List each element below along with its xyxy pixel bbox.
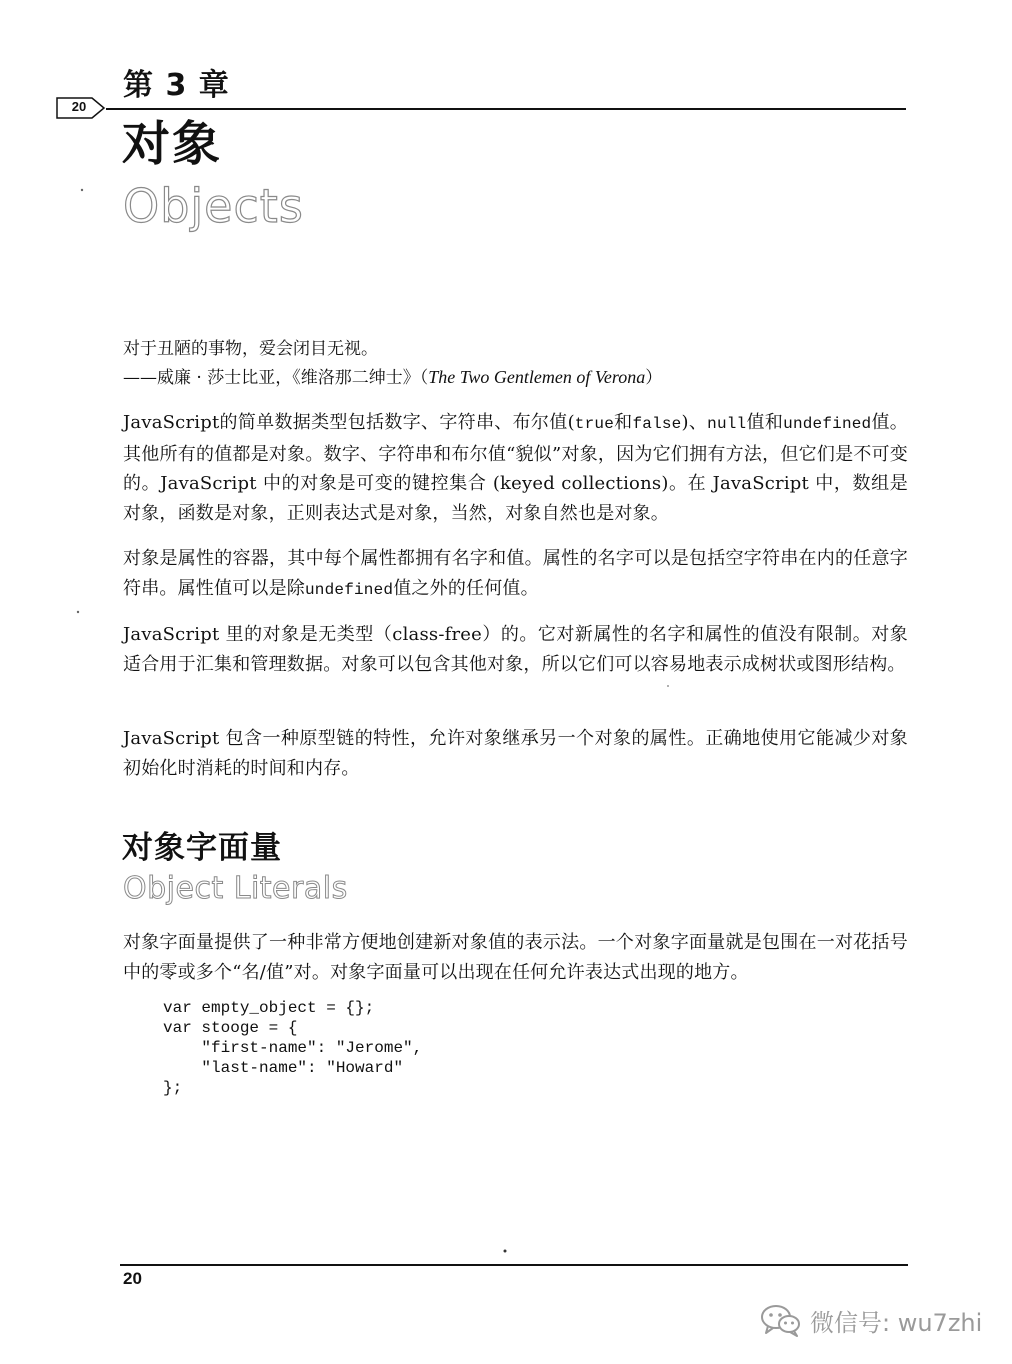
footer-rule	[120, 1264, 908, 1266]
page-tab-number: 20	[71, 99, 87, 114]
section-subtitle: Object Literals	[123, 871, 348, 906]
section-paragraph-1: 对象字面量提供了一种非常方便地创建新对象值的表示法。一个对象字面量就是包围在一对花括号中的零或多个“名/值”对。对象字面量可以出现在任何允许表达式出现的地方。	[123, 932, 908, 983]
p1-text-d: 值和	[746, 412, 784, 433]
p2-text-a: 对象是属性的容器，其中每个属性都拥有名字和值。属性的名字可以是包括空字符串在内的任意字符串。属性值可以是除	[123, 548, 908, 599]
code-undefined: undefined	[783, 415, 872, 433]
code-line: var stooge = {	[163, 1019, 298, 1037]
epigraph-attribution-prefix: ——威廉 · 莎士比亚，《维洛那二绅士》（	[123, 368, 429, 388]
code-line: "last-name": "Howard"	[163, 1059, 404, 1077]
watermark-text: 微信号: wu7zhi	[810, 1308, 983, 1337]
code-null: null	[707, 415, 747, 433]
paragraph-3: JavaScript 里的对象是无类型（class-free）的。它对新属性的名字和属性的值没有限制。对象适合用于汇集和管理数据。对象可以包含其他对象，所以它们可以容易地表示成树状或图形结构。	[123, 624, 908, 675]
p1-text-c: )、	[681, 412, 708, 433]
footer-page-number: 20	[123, 1269, 142, 1288]
code-false: false	[632, 415, 682, 433]
code-undefined-2: undefined	[305, 580, 394, 599]
epigraph-attribution	[123, 364, 662, 391]
epigraph-attribution-title: The Two Gentlemen of Verona	[428, 367, 646, 387]
section-title: 对象字面量	[122, 830, 282, 866]
code-listing	[163, 998, 422, 1098]
page-number-tab	[56, 97, 106, 119]
chapter-subtitle: Objects	[123, 179, 304, 233]
chapter-label: 第 3 章	[123, 68, 230, 103]
paragraph-1	[123, 408, 908, 528]
p1-text-b: 和	[614, 412, 633, 433]
code-line: };	[163, 1079, 183, 1097]
p1-text-e: 值。其他所有的值都是对象。数字、字符串和布尔值“貌似”对象，因为它们拥有方法，但它们是不可变的。JavaScript 中的对象是可变的键控集合 (keyed collections)。在 JavaScript 中，数组是对象，函数是对象，正则表达式是对象，当然，对象自然也是对象。	[123, 412, 908, 524]
paragraph-2	[123, 544, 908, 605]
code-true: true	[574, 415, 615, 433]
p2-text-b: 值之外的任何值。	[393, 577, 539, 599]
watermark	[760, 1300, 982, 1340]
code-line: "first-name": "Jerome",	[163, 1039, 423, 1057]
header-rule	[106, 108, 906, 110]
code-line: var empty_object = {};	[163, 999, 375, 1017]
paragraph-4: JavaScript 包含一种原型链的特性，允许对象继承另一个对象的属性。正确地使用它能减少对象初始化时消耗的时间和内存。	[123, 728, 908, 779]
chapter-title: 对象	[122, 116, 223, 172]
wechat-icon	[760, 1303, 802, 1337]
epigraph-quote: 对于丑陋的事物，爱会闭目无视。	[123, 339, 378, 359]
p1-text-a: JavaScript的简单数据类型包括数字、字符串、布尔值(	[123, 412, 575, 433]
epigraph-attribution-suffix: ）	[645, 368, 663, 388]
